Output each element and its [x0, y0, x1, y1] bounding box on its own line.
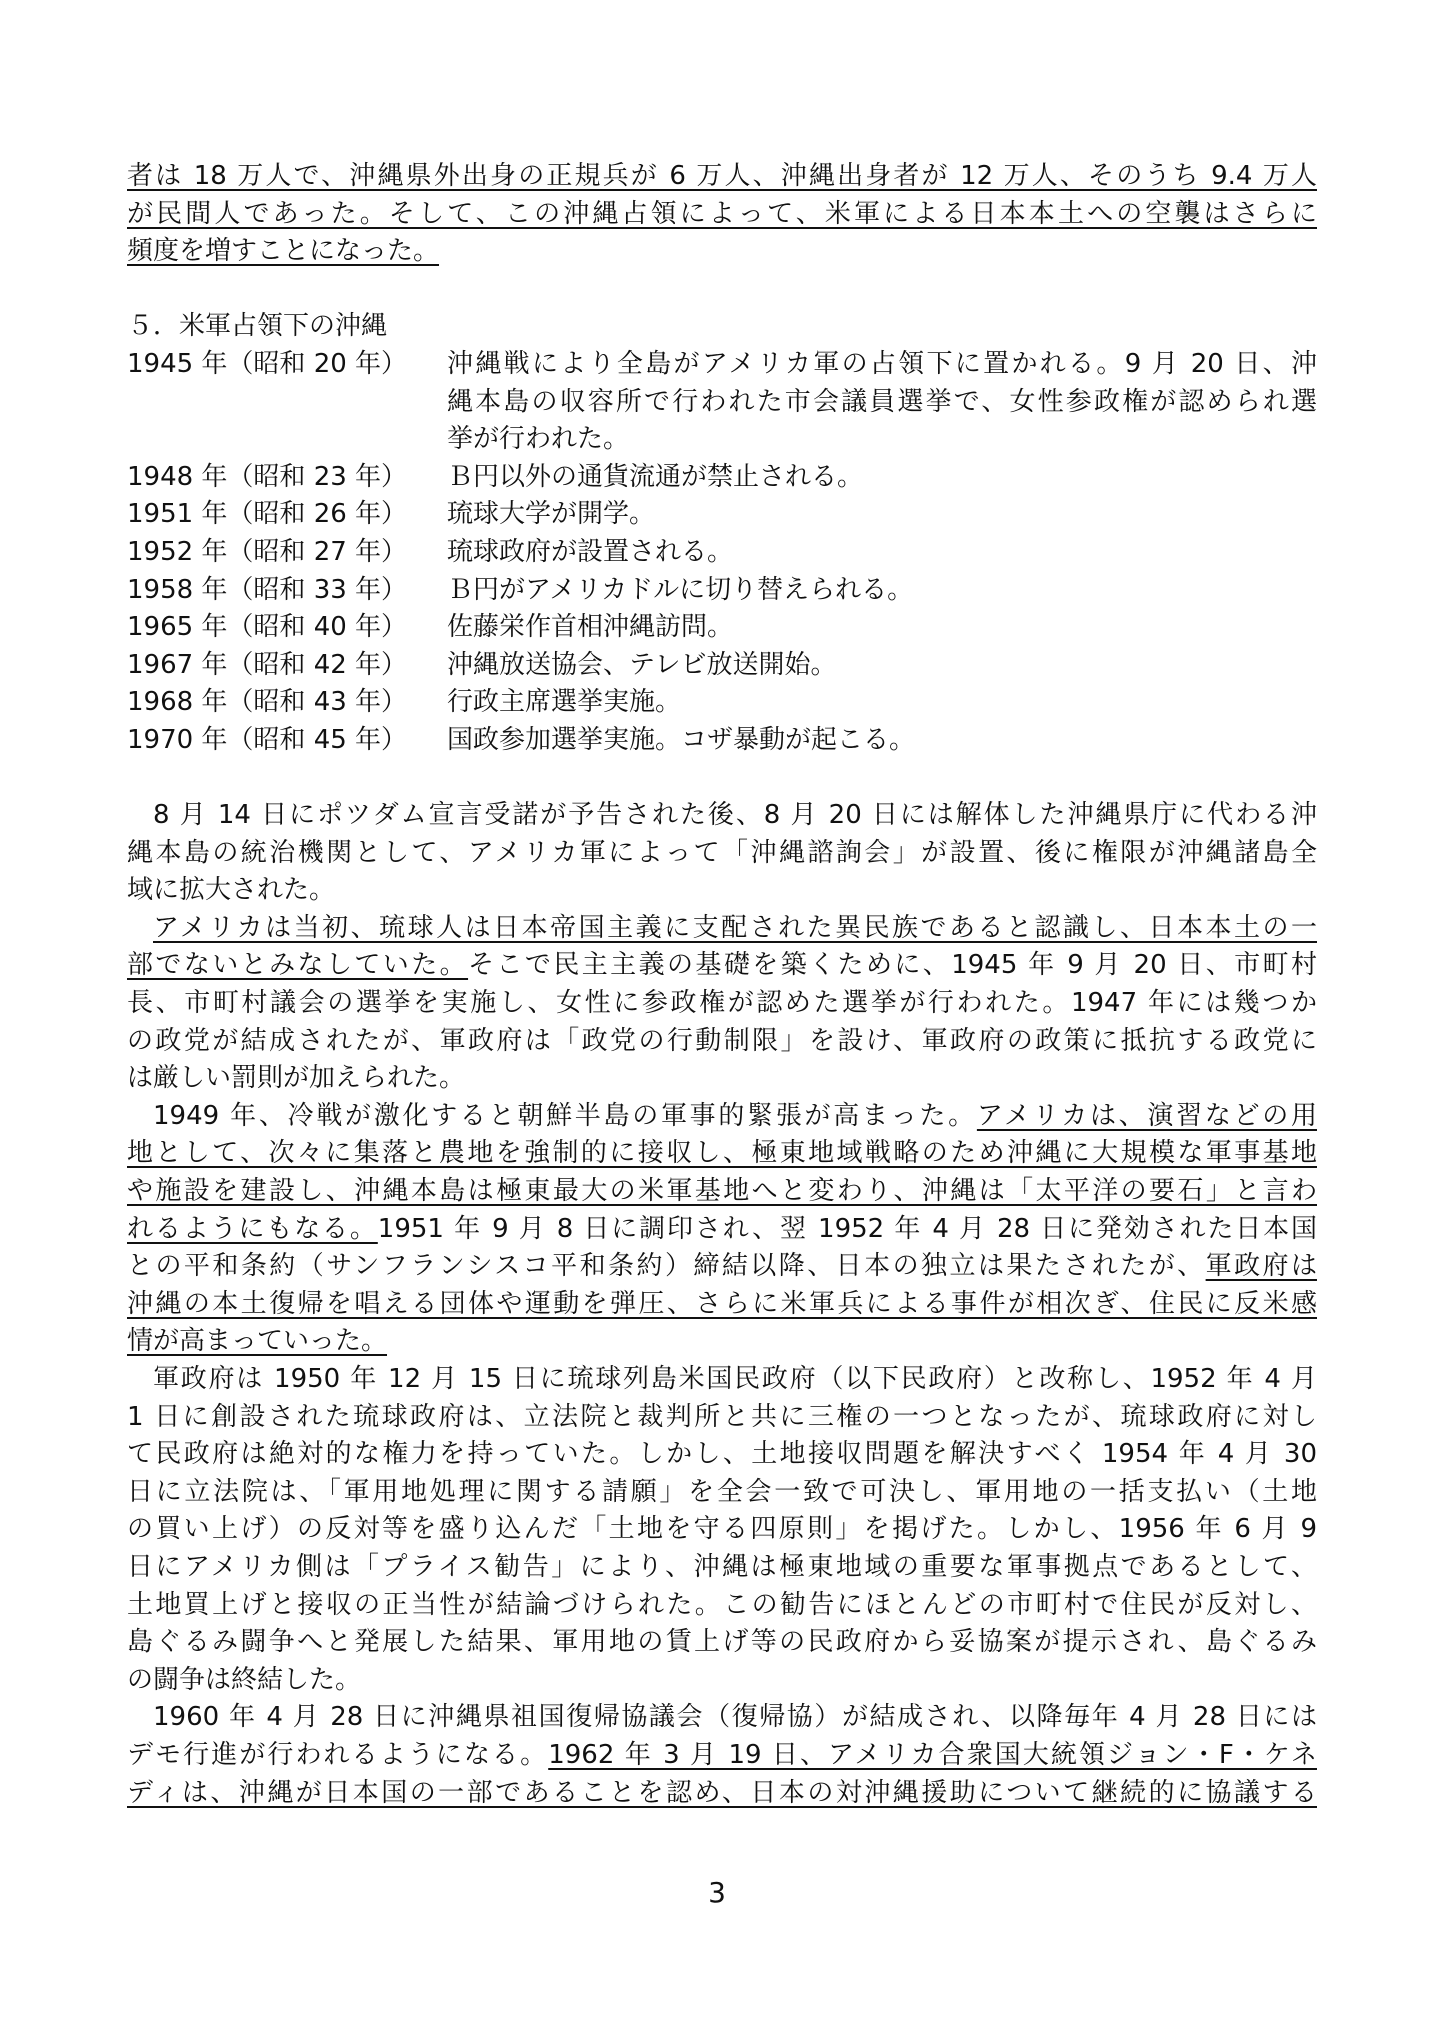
text-line: 長、市町村議会の選挙を実施し、女性に参政権が認めた選挙が行われた。1947 年には幾つか [127, 988, 1317, 1019]
text-line: 1960 年 4 月 28 日に沖縄県祖国復帰協議会（復帰協）が結成され、以降毎年 4 月 28 日には [153, 1702, 1317, 1733]
text-line: が民間人であった。そして、この沖縄占領によって、米軍による日本本土への空襲はさらに [127, 198, 1317, 229]
timeline-row [127, 722, 1317, 760]
text-line [127, 1737, 1317, 1775]
text-span: 1951 年 9 月 8 日に調印され、翌 1952 年 4 月 28 日に発効された日本国 [377, 1213, 1317, 1244]
text-line: 沖縄の本土復帰を唱える団体や運動を弾圧、さらに米軍兵による事件が相次ぎ、住民に反米感 [127, 1288, 1317, 1319]
text-line: は厳しい罰則が加えられた。 [127, 1063, 466, 1094]
timeline-text: 国政参加選挙実施。コザ暴動が起こる。 [447, 724, 916, 755]
timeline-text: 縄本島の収容所で行われた市会議員選挙で、女性参政権が認められ選 [447, 386, 1317, 417]
document-page [127, 158, 1317, 1812]
timeline-text: 挙が行われた。 [447, 424, 630, 455]
text-span: そこで民主主義の基礎を築くために、1945 年 9 月 20 日、市町村 [468, 950, 1317, 981]
underlined-text: れるようにもなる。 [127, 1213, 378, 1244]
text-span: デモ行進が行われるようになる。 [127, 1739, 549, 1770]
timeline-year: 1970 年（昭和 45 年） [127, 724, 408, 755]
timeline-text: 沖縄戦により全島がアメリカ軍の占領下に置かれる。9 月 20 日、沖 [447, 348, 1317, 379]
underlined-text: 部でないとみなしていた。 [127, 950, 469, 981]
timeline-row [127, 684, 1317, 722]
underlined-text: アメリカは、演習などの用 [976, 1100, 1317, 1131]
text-span: との平和条約（サンフランシスコ平和条約）締結以降、日本の独立は果たされたが、 [127, 1251, 1206, 1282]
timeline-row [127, 459, 1317, 497]
timeline-year: 1965 年（昭和 40 年） [127, 612, 408, 643]
timeline-year: 1968 年（昭和 43 年） [127, 687, 408, 718]
text-line [127, 1098, 1317, 1136]
timeline-year: 1952 年（昭和 27 年） [127, 536, 408, 567]
timeline [127, 346, 1317, 760]
text-line: て民政府は絶対的な権力を持っていた。しかし、土地接収問題を解決すべく 1954 年 4 月 30 [127, 1439, 1317, 1470]
underlined-text: 軍政府は [1205, 1251, 1317, 1282]
text-line: の買い上げ）の反対等を盛り込んだ「土地を守る四原則」を掲げた。しかし、1956 年 6 月 9 [127, 1514, 1317, 1545]
timeline-text: 沖縄放送協会、テレビ放送開始。 [447, 649, 837, 680]
text-line: 島ぐるみ闘争へと発展した結果、軍用地の賃上げ等の民政府から妥協案が提示され、島ぐるみ [127, 1627, 1317, 1658]
paragraph-1 [127, 797, 1317, 910]
text-line: 者は 18 万人で、沖縄県外出身の正規兵が 6 万人、沖縄出身者が 12 万人、そのうち 9.4 万人 [127, 161, 1317, 191]
timeline-year: 1967 年（昭和 42 年） [127, 649, 408, 680]
text-line: 情が高まっていった。 [127, 1326, 388, 1357]
timeline-row [127, 572, 1317, 610]
text-line: 地として、次々に集落と農地を強制的に接収し、極東地域戦略のため沖縄に大規模な軍事基地 [127, 1138, 1317, 1169]
text-line: ディは、沖縄が日本国の一部であることを認め、日本の対沖縄援助について継続的に協議する [127, 1777, 1317, 1808]
timeline-text: 琉球政府が設置される。 [447, 536, 734, 567]
text-line: 日に立法院は、「軍用地処理に関する請願」を全会一致で可決し、軍用地の一括支払い（土地 [127, 1476, 1317, 1507]
text-span: 1949 年、冷戦が激化すると朝鮮半島の軍事的緊張が高まった。 [153, 1100, 977, 1131]
text-line: アメリカは当初、琉球人は日本帝国主義に支配された異民族であると認識し、日本本土の一 [153, 912, 1317, 943]
timeline-year: 1948 年（昭和 23 年） [127, 461, 408, 492]
text-line: 1 日に創設された琉球政府は、立法院と裁判所と共に三権の一つとなったが、琉球政府に対し [127, 1401, 1317, 1432]
timeline-year: 1951 年（昭和 26 年） [127, 499, 408, 530]
timeline-year: 1958 年（昭和 33 年） [127, 574, 408, 605]
text-line: 頻度を増すことになった。 [127, 236, 440, 267]
text-line [127, 947, 1317, 985]
underlined-text: 1962 年 3 月 19 日、アメリカ合衆国大統領ジョン・F・ケネ [548, 1739, 1317, 1770]
timeline-row [127, 534, 1317, 572]
text-line: の闘争は終結した。 [127, 1664, 362, 1695]
text-line: 域に拡大された。 [127, 875, 336, 906]
timeline-year: 1945 年（昭和 20 年） [127, 348, 408, 379]
paragraph-2 [127, 910, 1317, 1098]
text-line: 8 月 14 日にポツダム宣言受諾が予告された後、8 月 20 日には解体した沖縄県庁に代わる沖 [153, 800, 1317, 831]
text-line: 軍政府は 1950 年 12 月 15 日に琉球列島米国民政府（以下民政府）と改称し、1952 年 4 月 [153, 1364, 1317, 1394]
timeline-row [127, 496, 1317, 534]
text-line: 日にアメリカ側は「プライス勧告」により、沖縄は極東地域の重要な軍事拠点であるとして、 [127, 1551, 1317, 1582]
timeline-text: 佐藤栄作首相沖縄訪問。 [447, 612, 734, 643]
timeline-text: 行政主席選挙実施。 [447, 687, 682, 718]
text-line [127, 1248, 1317, 1286]
timeline-text: Ｂ円がアメリカドルに切り替えられる。 [447, 574, 914, 605]
paragraph-3 [127, 1098, 1317, 1361]
page-number: 3 [708, 1876, 726, 1909]
text-line [127, 1211, 1317, 1249]
section-heading: ５．米軍占領下の沖縄 [127, 311, 388, 342]
timeline-row [127, 609, 1317, 647]
timeline-row [127, 346, 1317, 459]
timeline-row [127, 647, 1317, 685]
text-line: 縄本島の統治機関として、アメリカ軍によって「沖縄諮詢会」が設置、後に権限が沖縄諸島全 [127, 837, 1317, 868]
text-line: 土地買上げと接収の正当性が結論づけられた。この勧告にほとんどの市町村で住民が反対し、 [127, 1589, 1317, 1620]
paragraph-4 [127, 1361, 1317, 1699]
timeline-text: 琉球大学が開学。 [447, 499, 656, 530]
paragraph-5 [127, 1699, 1317, 1812]
intro-paragraph [127, 158, 1317, 271]
text-line: や施設を建設し、沖縄本島は極東最大の米軍基地へと変わり、沖縄は「太平洋の要石」と言わ [127, 1176, 1317, 1207]
text-line: の政党が結成されたが、軍政府は「政党の行動制限」を設け、軍政府の政策に抵抗する政党に [127, 1025, 1317, 1056]
timeline-text: Ｂ円以外の通貨流通が禁止される。 [447, 461, 864, 492]
